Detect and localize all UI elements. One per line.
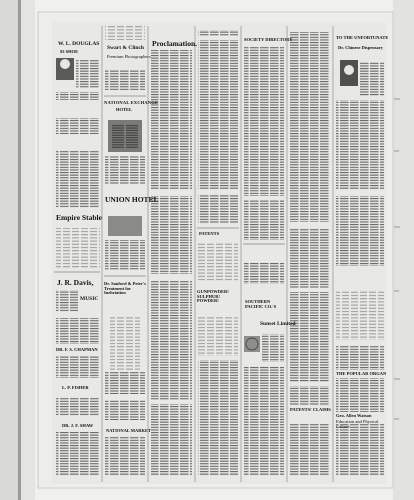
patents-claims-heading: PATENTS! CLAIMS xyxy=(290,407,331,412)
chapman-heading: DR. F. S. CHAPMAN xyxy=(56,347,98,352)
southern-pacific-heading: SOUTHERN PACIFIC CO.'S xyxy=(245,299,277,309)
douglas-ad-heading: W. L. DOUGLAS xyxy=(58,41,100,47)
education-heading: Education and Physical Culture xyxy=(336,419,379,429)
premium-photographers-text: Premium Photographers xyxy=(107,54,151,59)
national-exchange-heading: NATIONAL EXCHANGE xyxy=(104,100,159,105)
fisher-heading: L. P. FISHER xyxy=(62,385,89,390)
national-exchange-hotel-text: HOTEL xyxy=(116,107,133,112)
national-market-heading: NATIONAL MARKET xyxy=(106,428,152,433)
davis-music-text: MUSIC xyxy=(80,296,99,302)
proclamation-heading: Proclamation. xyxy=(152,39,198,48)
popular-organ-heading: THE POPULAR ORGAN xyxy=(336,371,387,376)
society-directory-heading: SOCIETY DIRECTORY xyxy=(244,37,293,42)
shaw-heading: DR. J. F. SHAW xyxy=(62,423,94,428)
empire-stable-heading: Empire Stable xyxy=(56,213,102,222)
chinese-dispensary-heading: Dr. Chinese Dispensary xyxy=(338,45,383,50)
douglas-ad-shoe: $3 SHOE xyxy=(60,49,79,54)
watson-heading: Geo. Allen Watson xyxy=(336,413,372,418)
davis-heading: J. R. Davis, xyxy=(57,278,94,287)
union-hotel-heading: UNION HOTEL xyxy=(105,195,159,204)
sanford-treatment-heading: Dr. Sanford & Peter's Treatment for Inebriation xyxy=(104,281,146,295)
gunpowder-heading: GUNPOWDER! SULPHUR! POWDER! xyxy=(197,289,229,303)
patents-heading: PATENTS xyxy=(199,231,220,236)
unfortunate-heading: TO THE UNFORTUNATE xyxy=(336,35,389,40)
sunset-limited-heading: Sunset Limited xyxy=(260,321,296,327)
swart-clinch-heading: Swart & Clinch xyxy=(107,45,144,51)
